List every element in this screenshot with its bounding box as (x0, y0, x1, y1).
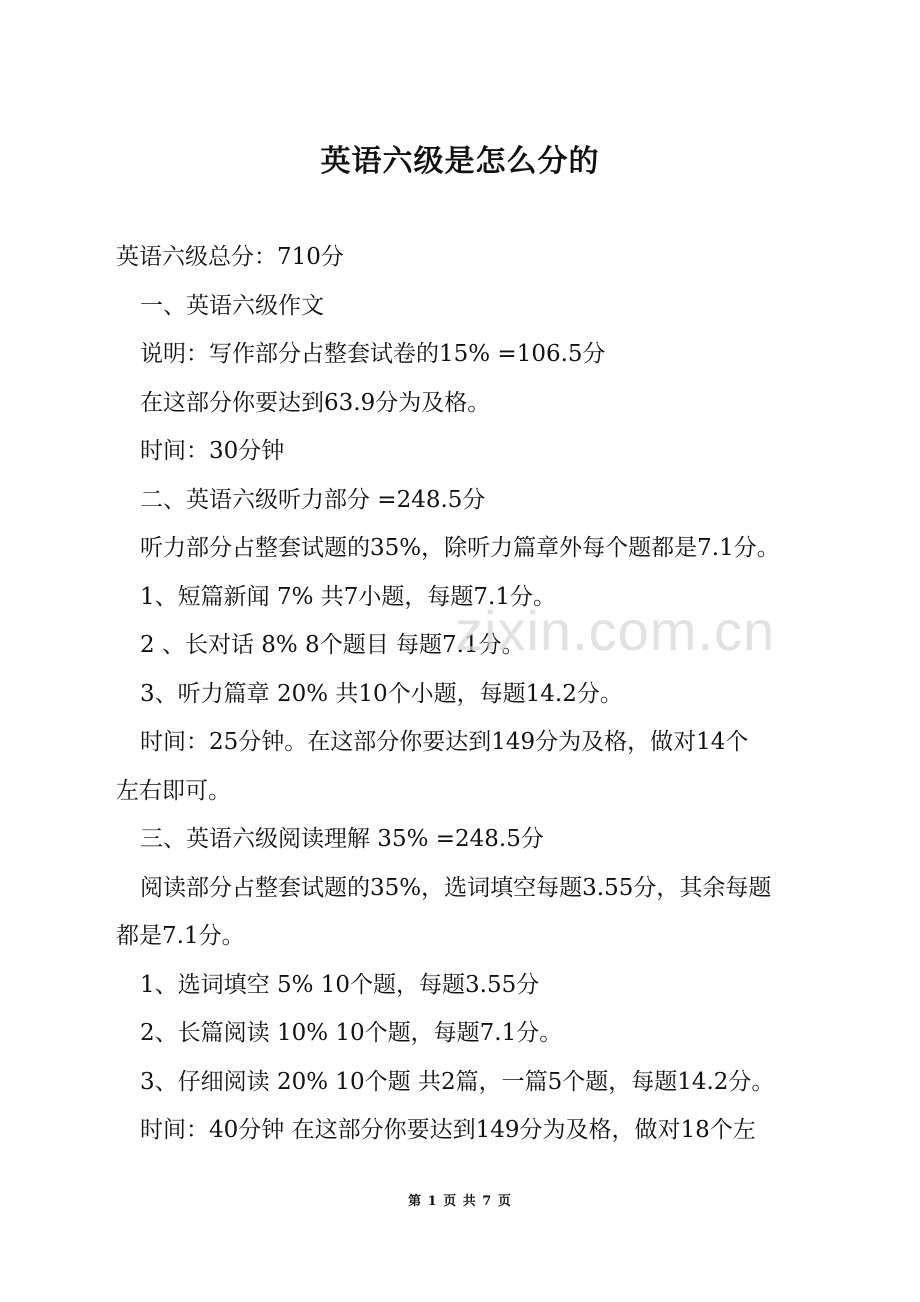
text-line: 说明：写作部分占整套试卷的15% =106.5分 (140, 341, 606, 367)
text-line: 都是7.1分。 (116, 923, 245, 949)
text-line: 一、英语六级作文 (140, 292, 324, 319)
text-line: 英语六级总分：710分 (116, 244, 344, 270)
text-line: 3、仔细阅读 20% 10个题 共2篇，一篇5个题，每题14.2分。 (140, 1068, 775, 1095)
text-line: 左右即可。 (116, 777, 231, 804)
text-line: 二、英语六级听力部分 =248.5分 (140, 486, 486, 513)
text-line: 在这部分你要达到63.9分为及格。 (140, 389, 491, 416)
text-line: 时间：25分钟。在这部分你要达到149分为及格，做对14个 (140, 729, 749, 755)
text-line: 1、短篇新闻 7% 共7小题，每题7.1分。 (140, 583, 556, 610)
text-line: 时间：40分钟 在这部分你要达到149分为及格，做对18个左 (140, 1117, 756, 1143)
text-line: 3、听力篇章 20% 共10个小题，每题14.2分。 (140, 680, 623, 707)
text-line: 三、英语六级阅读理解 35% =248.5分 (140, 826, 544, 852)
page-title: 英语六级是怎么分的 (320, 144, 600, 179)
text-line: 阅读部分占整套试题的35%，选词填空每题3.55分，其余每题 (140, 874, 772, 901)
text-line: 2 、长对话 8% 8个题目 每题7.1分。 (140, 632, 525, 658)
text-line: 2、长篇阅读 10% 10个题，每题7.1分。 (140, 1020, 563, 1046)
text-line: 听力部分占整套试题的35%，除听力篇章外每个题都是7.1分。 (140, 535, 780, 561)
document-body (116, 233, 816, 1155)
text-line: 时间：30分钟 (140, 438, 285, 464)
watermark-text: zixin.com.cn (455, 599, 776, 662)
page-footer: 第 1 页 共 7 页 (408, 1194, 512, 1209)
text-line: 1、选词填空 5% 10个题，每题3.55分 (140, 971, 540, 998)
